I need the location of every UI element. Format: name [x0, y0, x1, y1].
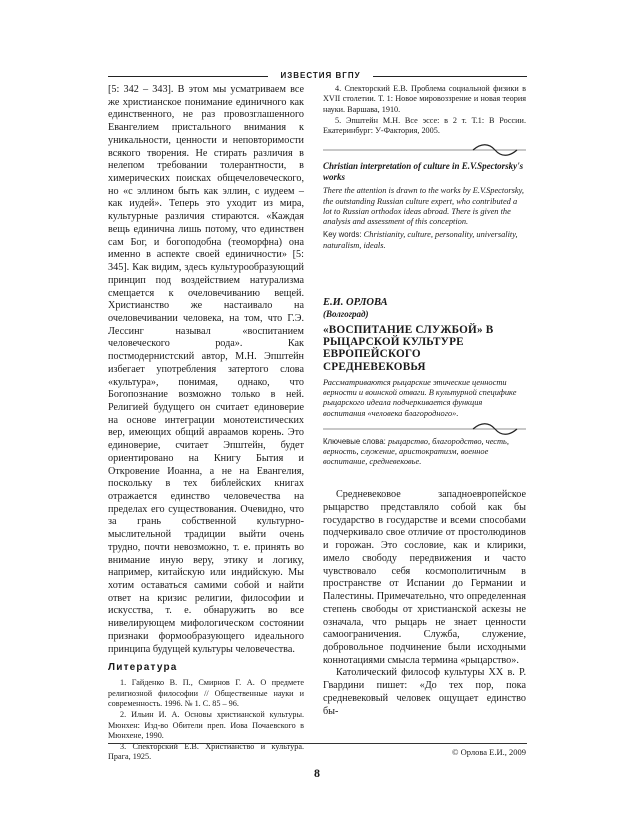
journal-title: ИЗВЕСТИЯ ВГПУ: [280, 71, 361, 80]
english-abstract: There the attention is drawn to the works by E.V.Spectorsky, the outstanding Russian culture expert, who contributed a lot to Russian orthodox ideas abroad. There is given the analysis and assessment of this conception.: [323, 186, 524, 227]
body-paragraph: Католический философ культуры XX в. Р. Гвардини пишет: «До тех пор, пока средневековый человек ощущает единство бы-: [323, 667, 526, 717]
english-title: Christian interpretation of culture in E.V.Spectorsky's works: [323, 161, 524, 182]
author-city: (Волгоград): [323, 308, 369, 319]
running-header: [108, 69, 527, 83]
copyright-note: © Орлова Е.И., 2009: [452, 747, 526, 757]
ornament-divider-icon: [323, 142, 526, 158]
header-rule-right: [373, 76, 527, 77]
english-key-words: [323, 230, 526, 250]
author-name: Е.И. ОРЛОВА: [323, 296, 388, 308]
header-rule-left: [108, 76, 268, 77]
ornament-divider-icon: [323, 421, 526, 437]
reference-item: 2. Ильин И. А. Основы христианской культуры. Мюнхен: Изд-во Обители преп. Иова Почаевского в Мюнхене, 1990.: [108, 710, 304, 740]
page-number: 8: [314, 766, 320, 780]
russian-abstract: Рассматриваются рыцарские этические ценности верности и воинской отваги. В культурной специфике рыцарского идеала подчеркивается функция воспитания «человека благородного».: [323, 377, 517, 418]
right-column: [323, 84, 526, 718]
reference-item: 5. Эпштейн М.Н. Все эссе: в 2 т. Т.1: В России. Екатеринбург: У-Фактория, 2005.: [323, 115, 526, 136]
russian-key-words: [323, 437, 526, 468]
ru-key-words-text: рыцарство, благородство, честь, верность, служение, аристократизм, военное воспитание, средневековье.: [323, 436, 509, 467]
article-title: «ВОСПИТАНИЕ СЛУЖБОЙ» В РЫЦАРСКОЙ КУЛЬТУРЕ ЕВРОПЕЙСКОГО СРЕДНЕВЕКОВЬЯ: [323, 323, 494, 373]
key-words-text: Christianity, culture, personality, universality, naturalism, ideals.: [323, 230, 518, 250]
left-column: [108, 84, 304, 764]
reference-item: 4. Спекторский Е.В. Проблема социальной физики в XVII столетии. Т. 1: Новое мировоззрение и новая теория науки. Варшава, 1910.: [323, 84, 526, 114]
ru-key-words-label: Ключевые слова:: [323, 436, 386, 446]
key-words-label: Key words:: [323, 230, 362, 240]
reference-item: 1. Гайденко В. П., Смирнов Г. А. О предмете религиозной философии // Общественные науки и современность. 1996. № 1. С. 85 – 96.: [108, 678, 304, 708]
body-paragraph: Средневековое западноевропейское рыцарство представляло собой как бы государство в государстве и всеми способами подчеркивало свое отличие от простолюдинов и горожан. Это сословие, как и клирики, имело свободу передвижения и часто чувствовало себя космополитичным в пространстве от Испании до Германии и Палестины. Примечательно, что определенная степень свободы от христианской аскезы не означала, что рыцарь не знает ценности самоограничения. Служба, служение, добровольное подчинение были исходными коннотациями смысла термина «рыцарство».: [323, 489, 526, 666]
body-paragraph: [5: 342 – 343]. В этом мы усматриваем все же христианское понимание единичного как единственного, не раз провозглашенного Евангелием пристального внимания к уникальности, ценности и неповторимости всякого творения. Не стирать различия в нелепом требовании толерантности, в химерических поисках общечеловеческого, но «с эллином быть как эллин, с иудеем – как иудей». Теперь это уходит из мира, культурные различия стираются. «Каждая вещь единична лишь потому, что единствен сам Бог, и богоподобна (теоморфна) она именно в аспекте своей единичности» [5: 345]. Как видим, здесь культурообразующий принцип под воздействием натурализма смещается к очеловечиванию вещей. Христианство же настаивало на очеловечивании человека, на том, что Г.Э. Лессинг называл «воспитанием человеческого рода». Как постмодернистский автор, М.Н. Эпштейн избегает употребления затертого слова «культура», понимая, однако, что Богопознание возможно только в ней. Религией будущего он считает единоверие на основе интеграции монотеистических вер, имеющих общий авраамов корень. Это единоверие, считает Эпштейн, будет ориентировано на Книгу Бытия и Откровение Иоанна, а не на Евангелия, поскольку в тех библейских книгах отражается единство человечества на пределах его существования. Очевидно, что за грань собственной культурно-мыслительной традиции выйти очень трудно, почти невозможно, т. е. принять во внимание иную веру, этику и логику, например, китайскую или индийскую. Мы хотим оставаться самими собой и найти ответ на кризис религии, философии и искусства, т. е. обнаружить во все нивелирующем мифологическом состоянии признаки формообразующего идеального принципа будущей культуры человечества.: [108, 84, 304, 655]
literature-heading: Литература: [108, 662, 178, 674]
footer-rule: [108, 743, 527, 744]
reference-item: 3. Спекторский Е.В. Христианство и культура. Прага, 1925.: [108, 742, 304, 762]
